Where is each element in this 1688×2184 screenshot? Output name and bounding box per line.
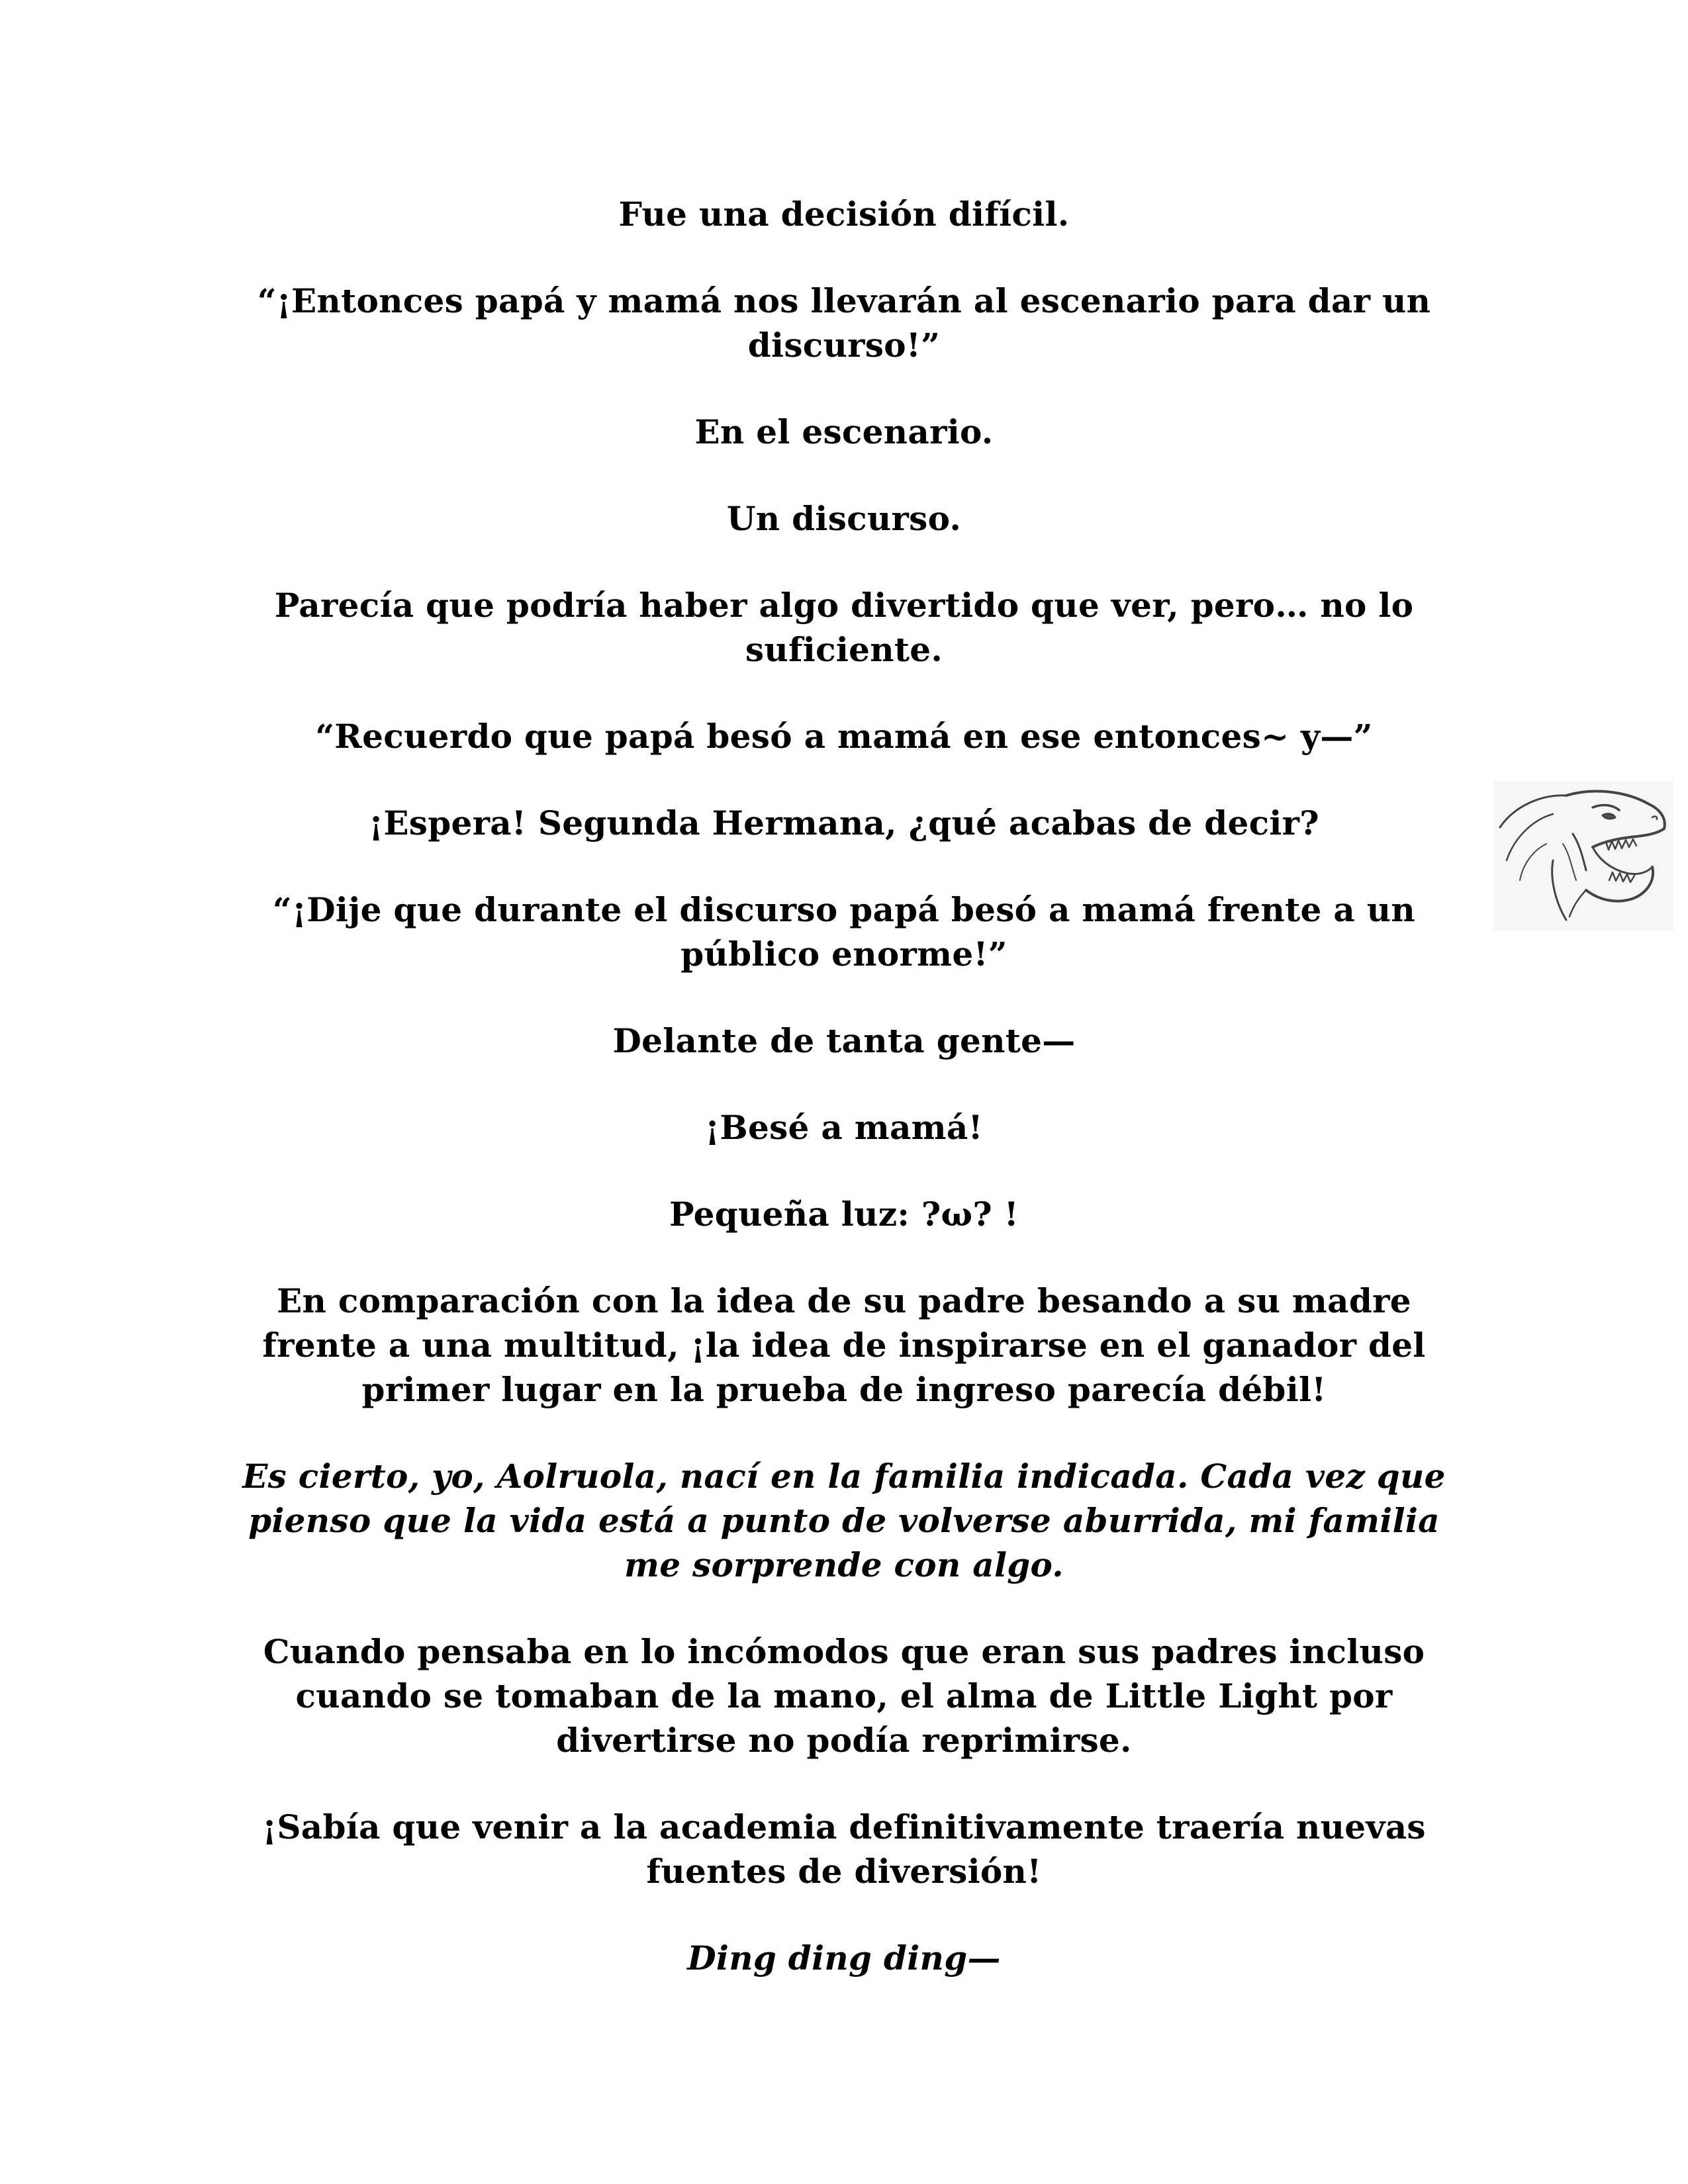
paragraph-16: Ding ding ding—	[687, 1938, 1001, 1978]
paragraph-15: ¡Sabía que venir a la academia definitivamente traería nuevas fuentes de diversión!	[262, 1807, 1426, 1891]
paragraph-8: “¡Dije que durante el discurso papá besó a mamá frente a un público enorme!”	[272, 890, 1416, 974]
paragraph-4: Un discurso.	[726, 499, 962, 538]
paragraph-13: Es cierto, yo, Aolruola, nací en la familia indicada. Cada vez que pienso que la vida está a punto de volverse aburrida, mi familia me sorprende con algo.	[242, 1457, 1446, 1584]
paragraph-1: Fue una decisión difícil.	[618, 195, 1070, 234]
paragraph-5: Parecía que podría haber algo divertido que ver, pero… no lo suficiente.	[274, 586, 1414, 669]
paragraph-2: “¡Entonces papá y mamá nos llevarán al escenario para dar un discurso!”	[257, 281, 1431, 365]
document-page	[218, 192, 1470, 2023]
paragraph-7: ¡Espera! Segunda Hermana, ¿qué acabas de decir?	[369, 803, 1319, 842]
paragraph-11: Pequeña luz: ?ω? !	[669, 1195, 1019, 1234]
paragraph-12: En comparación con la idea de su padre besando a su madre frente a una multitud, ¡la idea de inspirarse en el ganador del primer lugar en la prueba de ingreso parecía débil!	[262, 1281, 1426, 1409]
paragraph-14: Cuando pensaba en lo incómodos que eran sus padres incluso cuando se tomaban de la mano, el alma de Little Light por divertirse no podía reprimirse.	[263, 1632, 1425, 1760]
paragraph-10: ¡Besé a mamá!	[705, 1108, 983, 1147]
paragraph-6: “Recuerdo que papá besó a mamá en ese entonces~ y—”	[315, 717, 1373, 756]
paragraph-9: Delante de tanta gente—	[612, 1021, 1076, 1060]
dinosaur-head-sketch-icon	[1493, 781, 1673, 931]
paragraph-3: En el escenario.	[694, 412, 994, 451]
